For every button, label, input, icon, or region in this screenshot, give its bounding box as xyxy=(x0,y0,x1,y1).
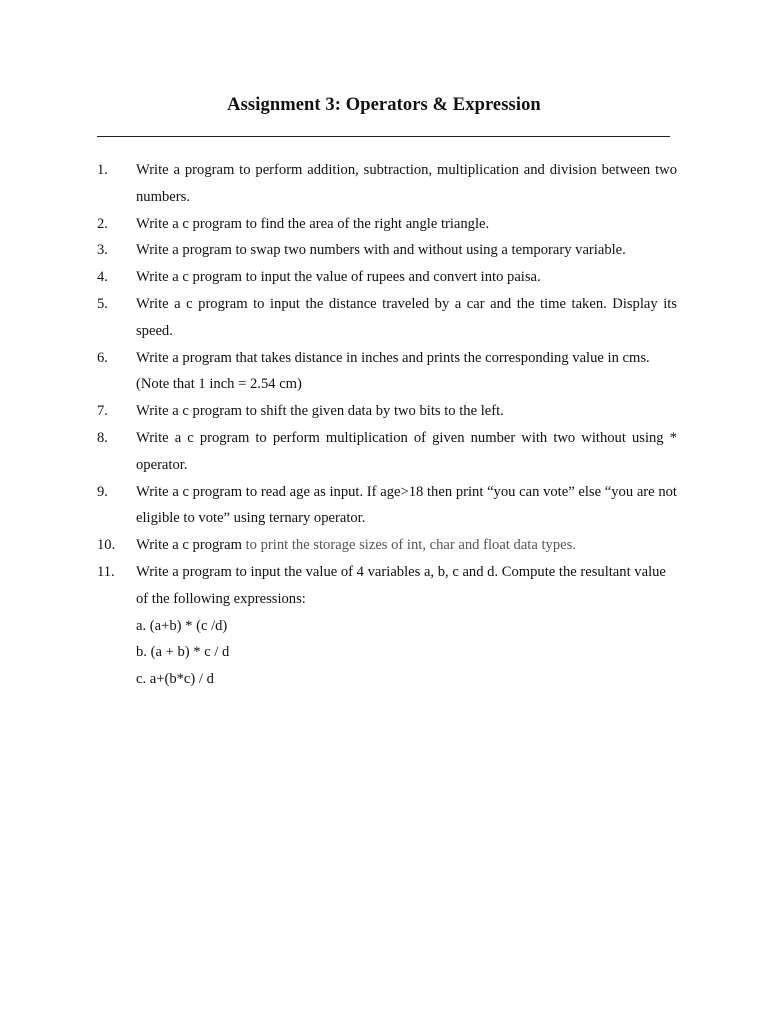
question-item-7 xyxy=(97,398,677,425)
expression-item: a. (a+b) * (c /d) xyxy=(136,617,228,634)
question-text: Write a program to swap two numbers with and without using a temporary variable. xyxy=(136,242,626,259)
question-number: 11. xyxy=(97,563,115,580)
question-item-11 xyxy=(97,559,677,693)
question-item-6 xyxy=(97,345,677,399)
question-number: 5. xyxy=(97,295,108,312)
question-text: Write a program that takes distance in inches and prints the corresponding value in cms. (Note that 1 inch = 2.54 cm) xyxy=(136,349,650,393)
question-text: Write a c program to find the area of the right angle triangle. xyxy=(136,215,490,232)
question-item-9 xyxy=(97,479,677,533)
question-item-2 xyxy=(97,211,677,238)
question-text: Write a program to input the value of 4 variables a, b, c and d. Compute the resultant value of the following expressions: xyxy=(136,563,666,607)
expression-item: b. (a + b) * c / d xyxy=(136,644,230,661)
expression-item: c. a+(b*c) / d xyxy=(136,671,214,688)
question-number: 1. xyxy=(97,162,108,178)
question-item-8 xyxy=(97,425,677,479)
question-item-4 xyxy=(97,264,677,291)
question-item-1 xyxy=(97,157,677,211)
question-text: Write a c program to perform multiplication of given number with two without using * operator. xyxy=(136,429,677,473)
question-number: 6. xyxy=(97,349,108,366)
title-underline xyxy=(97,136,670,137)
question-list xyxy=(97,157,677,693)
question-number: 9. xyxy=(97,483,108,500)
question-number: 2. xyxy=(97,215,108,232)
question-item-5 xyxy=(97,291,677,345)
question-number: 3. xyxy=(97,242,108,259)
question-text: Write a c program to input the value of rupees and convert into paisa. xyxy=(136,269,541,286)
question-text: Write a program to perform addition, subtraction, multiplication and division between two numbers. xyxy=(136,162,677,205)
question-number: 8. xyxy=(97,429,108,446)
page-title: Assignment 3: Operators & Expression xyxy=(227,95,541,115)
question-item-3 xyxy=(97,237,677,264)
question-number: 10. xyxy=(97,537,116,554)
question-number: 4. xyxy=(97,269,108,286)
question-text: Write a c program to shift the given data by two bits to the left. xyxy=(136,403,504,420)
question-text: Write a c program to input the distance traveled by a car and the time taken. Display its speed. xyxy=(136,295,677,339)
question-text-end: to print the storage sizes of int, char and float data types. xyxy=(241,537,576,554)
question-text: Write a c program to read age as input. If age>18 then print “you can vote” else “you are not eligible to vote” using ternary operator. xyxy=(136,483,677,527)
question-text-start: Write a c program xyxy=(136,537,242,554)
question-item-10 xyxy=(97,532,677,559)
question-number: 7. xyxy=(97,403,108,420)
